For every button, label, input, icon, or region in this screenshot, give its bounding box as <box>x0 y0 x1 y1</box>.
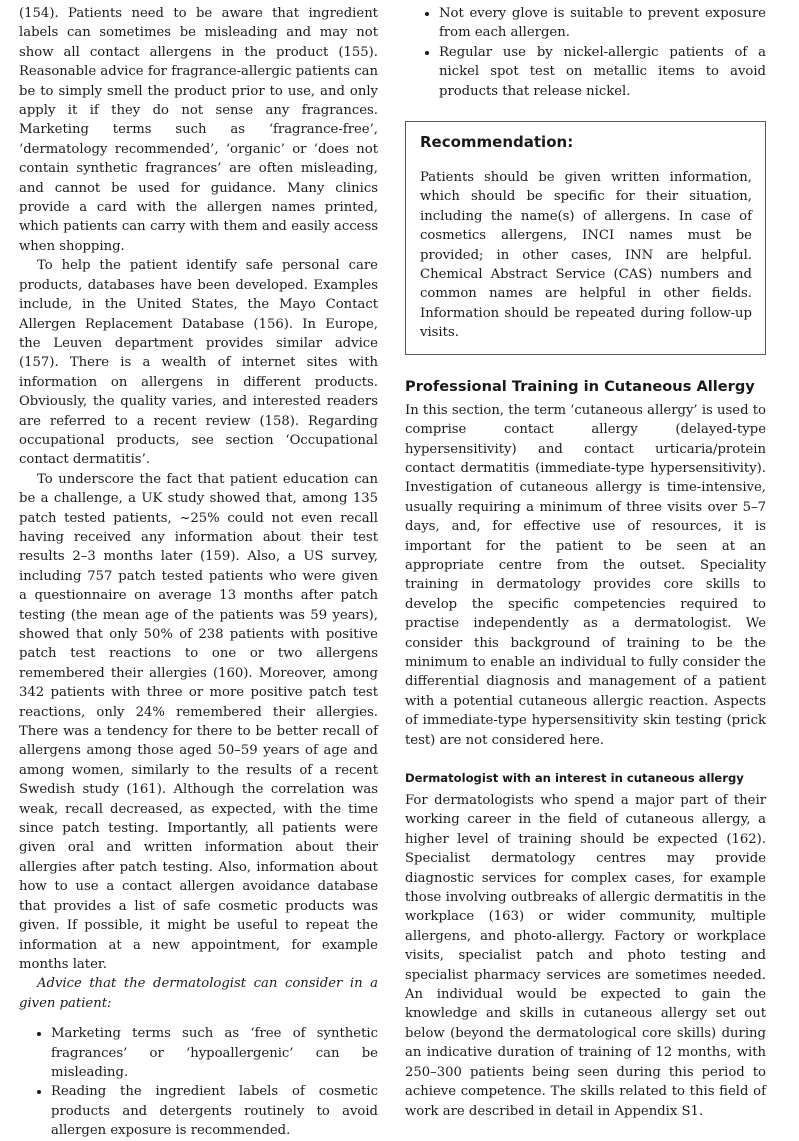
recommendation-box <box>405 121 766 355</box>
section-text: In this section, the term ‘cutaneous allergy’ is used to comprise contact allergy (delayed-type hypersensitivity) and contact urticaria/protein contact dermatitis (immediate-type hypersensitivity). Investigation of cutaneous allergy is time-intensive, usually requiring a minimum of three visits over 5–7 days, and, for effective use of resources, it is important for the patient to be seen at an appropriate centre from the outset. Speciality training in dermatology provides core skills to develop the specific competencies required to practise independently as a dermatologist. We consider this background of training to be the minimum to enable an individual to fully consider the differential diagnosis and management of a patient with a potential cutaneous allergic reaction. Aspects of immediate-type hypersensitivity skin testing (prick test) are not considered here. <box>405 402 766 748</box>
recommendation-title: Recommendation: <box>420 133 574 152</box>
left-column <box>19 4 378 1141</box>
subsection-text: For dermatologists who spend a major part of their working career in the field of cutaneous allergy, a higher level of training should be expected (162). Specialist dermatology centres may provide diagnostic services for complex cases, for example those involving outbreaks of allergic dermatitis in the workplace (163) or wider community, multiple allergens, and photo-allergy. Factory or workplace visits, specialist patch and photo testing and specialist pharmacy services are sometimes needed. An individual would be expected to gain the knowledge and skills in cutaneous allergy set out below (beyond the dermatological core skills) during an indicative duration of training of 12 months, with 250–300 patients being seen during this period to achieve competence. The skills related to this field of work are described in detail in Appendix S1. <box>405 793 766 1119</box>
paragraph-fragrance-labels: (154). Patients need to be aware that ingredient labels can sometimes be misleading and may not show all contact allergens in the product (155). Reasonable advice for fragrance-allergic patients can be to simply smell the product prior to use, and only apply it if they do not sense any fragrances. Marketing terms such as ‘fragrance-free’, ‘dermatology recommended’, ‘organic’ or ‘does not contain synthetic fragrances’ are often misleading, and cannot be used for guidance. Many clinics provide a card with the allergen names printed, which patients can carry with them and easily access when shopping. <box>19 6 378 254</box>
section-title: Professional Training in Cutaneous Allergy <box>405 377 755 395</box>
paragraph-patient-education: To underscore the fact that patient education can be a challenge, a UK study showed that, among 135 patch tested patients, ~25% could not even recall having received any information about their test results 2–3 months later (159). Also, a US survey, including 757 patch tested patients who were given a questionnaire on average 13 months after patch testing (the mean age of the patients was 59 years), showed that only 50% of 238 patients with positive patch test reactions to one or two allergens remembered their allergies (160). Moreover, among 342 patients with three or more positive patch test reactions, only 24% remembered their allergies. There was a tendency for there to be better recall of allergens among those aged 50–59 years of age and among women, similarly to the results of a recent Swedish study (161). Although the correlation was weak, recall decreased, as expected, with the time since patch testing. Importantly, all patients were given oral and written information about their allergies after patch testing. Also, information about how to use a contact allergen avoidance database that provides a list of safe cosmetic products was given. If possible, it might be useful to repeat the information at a new appointment, for example months later. <box>19 471 378 972</box>
list-item: • Regular use by nickel-allergic patients of a nickel spot test on metallic items to avoid products that release nickel. <box>439 43 766 101</box>
advice-list-right <box>405 4 766 101</box>
list-item: • Not every glove is suitable to prevent exposure from each allergen. <box>439 4 766 43</box>
right-column <box>405 4 766 1121</box>
advice-list-left <box>19 1024 378 1140</box>
subsection-title: Dermatologist with an interest in cutaneous allergy <box>405 771 744 785</box>
list-item: • Marketing terms such as ‘free of synthetic fragrances’ or ‘hypoallergenic’ can be misleading. <box>51 1024 378 1082</box>
paragraph-databases: To help the patient identify safe personal care products, databases have been developed. Examples include, in the United States, the Mayo Contact Allergen Replacement Database (156). In Europe, the Leuven department provides similar advice (157). There is a wealth of internet sites with information on allergens in different products. Obviously, the quality varies, and interested readers are referred to a recent review (158). Regarding occupational products, see section ‘Occupational contact dermatitis’. <box>19 258 378 468</box>
list-item: • Reading the ingredient labels of cosmetic products and detergents routinely to avoid allergen exposure is recommended. <box>51 1082 378 1140</box>
advice-intro: Advice that the dermatologist can consider in a given patient: <box>19 976 378 1011</box>
recommendation-text: Patients should be given written information, which should be specific for their situation, including the name(s) of allergens. In case of cosmetics allergens, INCI names must be provided; in other cases, INN are helpful. Chemical Abstract Service (CAS) numbers and common names are helpful in other fields. Information should be repeated during follow-up visits. <box>420 170 752 341</box>
